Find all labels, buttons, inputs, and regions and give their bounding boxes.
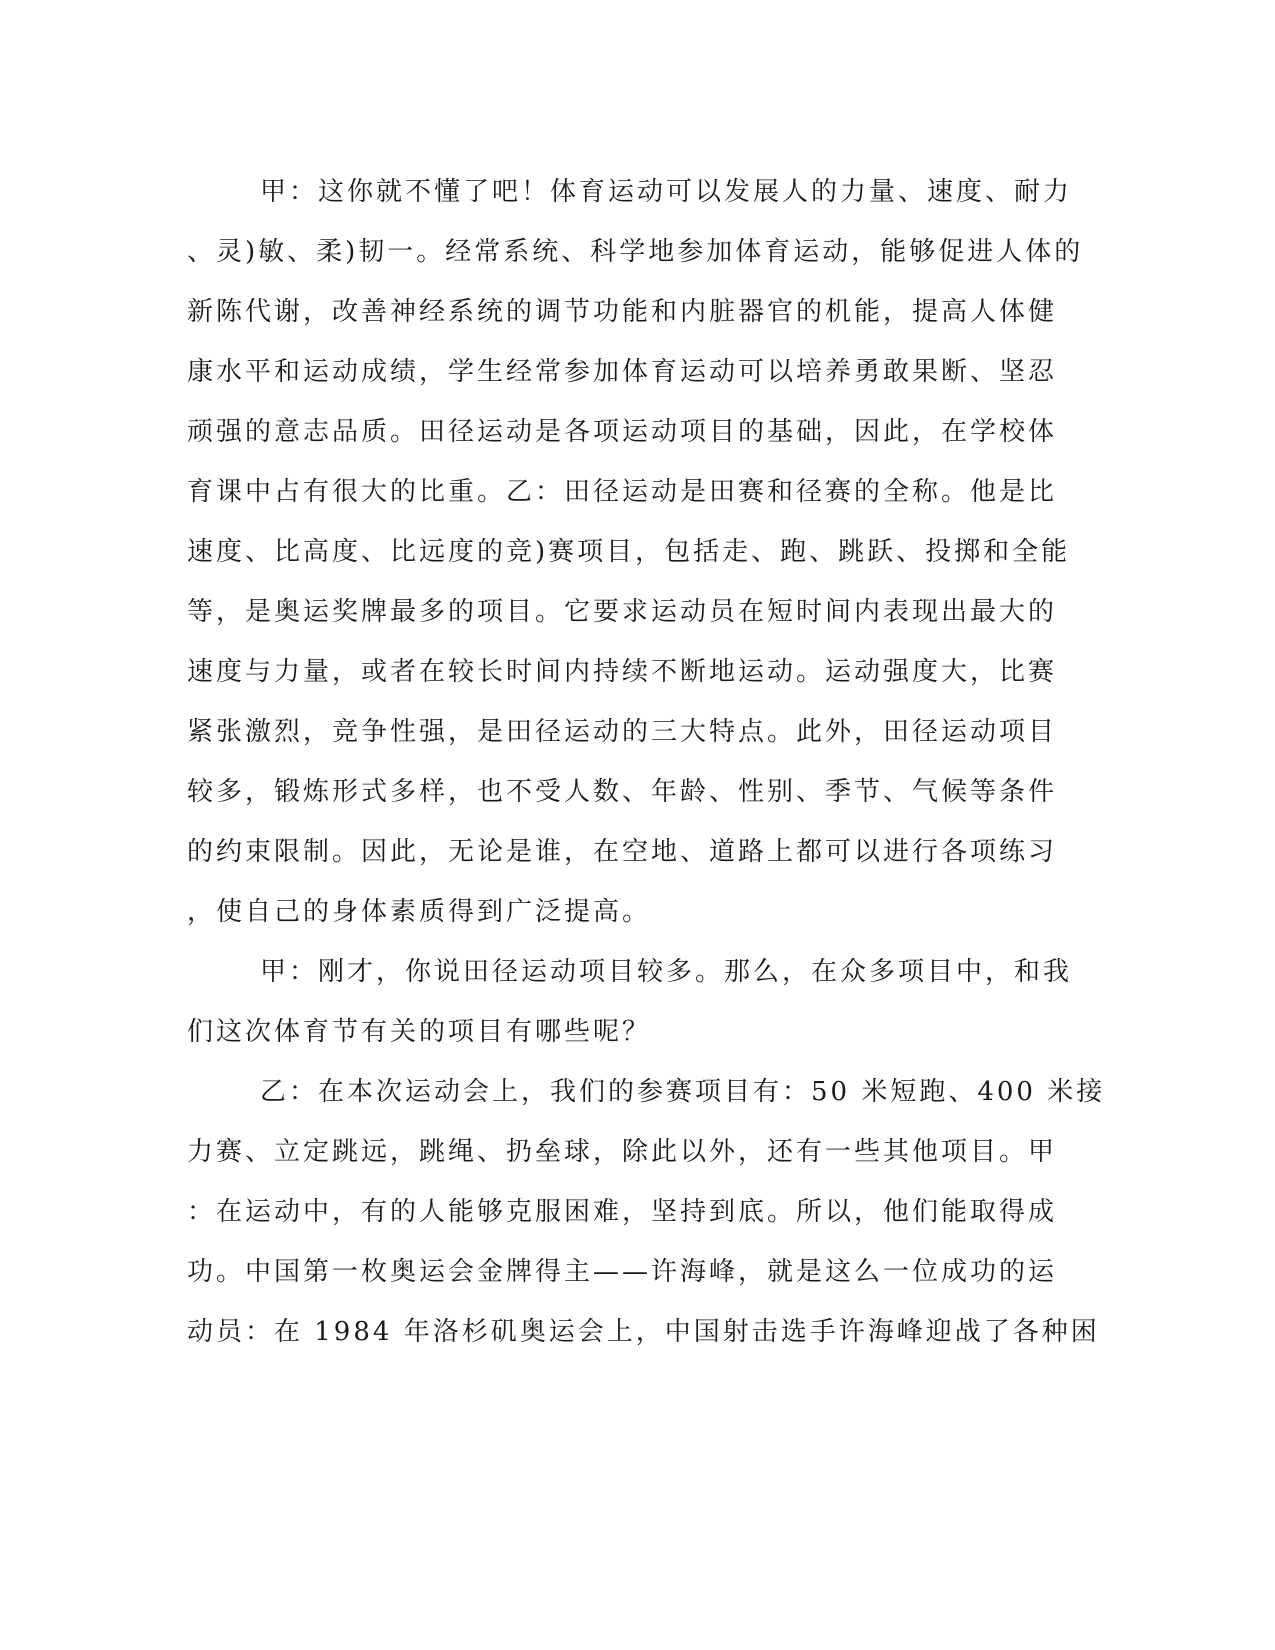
paragraph-line: 们这次体育节有关的项目有哪些呢？ xyxy=(187,1017,652,1047)
paragraph-line: 的约束限制。因此，无论是谁，在空地、道路上都可以进行各项练习 xyxy=(187,837,1058,867)
paragraph-line: 较多，锻炼形式多样，也不受人数、年龄、性别、季节、气候等条件 xyxy=(187,777,1058,807)
paragraph-line: 育课中占有很大的比重。乙：田径运动是田赛和径赛的全称。他是比 xyxy=(187,477,1058,507)
paragraph-line: 动员：在 1984 年洛杉矶奥运会上，中国射击选手许海峰迎战了各种困 xyxy=(187,1317,1100,1347)
paragraph-line: 康水平和运动成绩，学生经常参加体育运动可以培养勇敢果断、坚忍 xyxy=(187,357,1058,387)
paragraph-line: 速度、比高度、比远度的竞)赛项目，包括走、跑、跳跃、投掷和全能 xyxy=(187,537,1071,567)
document-body xyxy=(187,162,1106,1362)
paragraph-line: 功。中国第一枚奥运会金牌得主——许海峰，就是这么一位成功的运 xyxy=(187,1257,1058,1287)
paragraph-line: 紧张激烈，竞争性强，是田径运动的三大特点。此外，田径运动项目 xyxy=(187,717,1058,747)
paragraph-line: 甲：刚才，你说田径运动项目较多。那么，在众多项目中，和我 xyxy=(260,957,1073,987)
paragraph-line: 新陈代谢，改善神经系统的调节功能和内脏器官的机能，提高人体健 xyxy=(187,297,1058,327)
paragraph-line: 等，是奥运奖牌最多的项目。它要求运动员在短时间内表现出最大的 xyxy=(187,597,1058,627)
paragraph-line: 速度与力量，或者在较长时间内持续不断地运动。运动强度大，比赛 xyxy=(187,657,1058,687)
paragraph-line: 力赛、立定跳远，跳绳、扔垒球，除此以外，还有一些其他项目。甲 xyxy=(187,1137,1058,1167)
paragraph-line: 顽强的意志品质。田径运动是各项运动项目的基础，因此，在学校体 xyxy=(187,417,1058,447)
paragraph-line: ：在运动中，有的人能够克服困难，坚持到底。所以，他们能取得成 xyxy=(187,1197,1058,1227)
paragraph-line: ，使自己的身体素质得到广泛提高。 xyxy=(187,897,652,927)
paragraph-line: 、灵)敏、柔)韧一。经常系统、科学地参加体育运动，能够促进人体的 xyxy=(187,237,1084,267)
paragraph-line: 甲：这你就不懂了吧！体育运动可以发展人的力量、速度、耐力 xyxy=(260,177,1073,207)
paragraph-line: 乙：在本次运动会上，我们的参赛项目有：50 米短跑、400 米接 xyxy=(260,1077,1106,1107)
